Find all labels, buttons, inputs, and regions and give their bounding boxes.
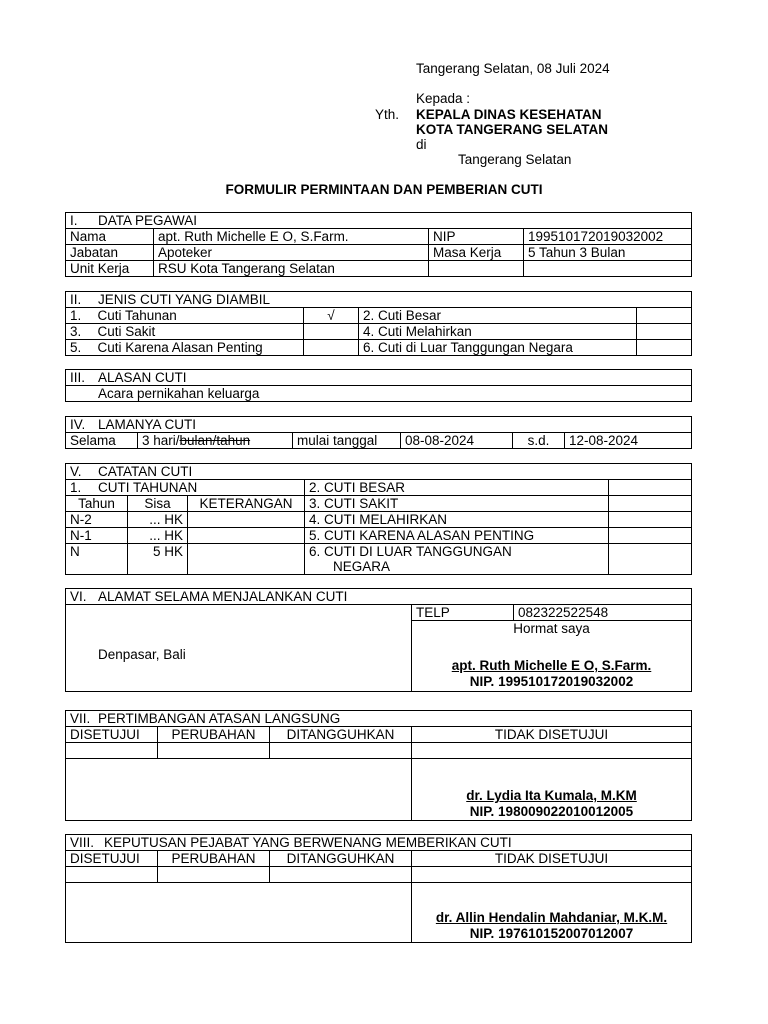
section-6-header	[66, 589, 692, 605]
section-5-number: V.	[70, 464, 82, 479]
catatan-cuti-melahirkan: 4. CUTI MELAHIRKAN	[305, 512, 609, 528]
section-data-pegawai	[65, 212, 692, 277]
s8-disetujui-header: DISETUJUI	[66, 851, 158, 867]
option-5-number: 5.	[66, 340, 94, 356]
s7-perubahan-header: PERUBAHAN	[158, 727, 270, 743]
sisa-n2: ... HK	[128, 512, 188, 528]
section-4-header	[66, 417, 692, 433]
section-1-title: DATA PEGAWAI	[98, 213, 198, 228]
s8-blank-area	[66, 883, 412, 943]
s8-tidak-disetujui-header: TIDAK DISETUJUI	[412, 851, 692, 867]
applicant-name: apt. Ruth Michelle E O, S.Farm.	[451, 658, 652, 673]
option-1-checkbox[interactable]: √	[304, 308, 359, 324]
catatan-cuti-melahirkan-value	[609, 512, 692, 528]
section-7-header	[66, 711, 692, 727]
catatan-cuti-alasan-penting: 5. CUTI KARENA ALASAN PENTING	[305, 528, 609, 544]
section-5-header	[66, 464, 692, 480]
end-date: 12-08-2024	[565, 433, 692, 449]
alasan-cuti-text: Acara pernikahan keluarga	[66, 386, 692, 402]
official-signature	[412, 883, 692, 943]
section-8-header	[66, 835, 692, 851]
s8-ditangguhkan-box[interactable]	[270, 867, 412, 883]
catatan-cuti-besar-value	[609, 480, 692, 496]
option-2-checkbox[interactable]	[637, 308, 692, 324]
catatan-6-line-1: 6. CUTI DI LUAR TANGGUNGAN	[309, 544, 512, 559]
masa-kerja-value: 5 Tahun 3 Bulan	[524, 245, 692, 261]
keterangan-n1	[188, 528, 305, 544]
option-cuti-besar: 2. Cuti Besar	[359, 308, 637, 324]
keterangan-n	[188, 544, 305, 575]
option-cuti-alasan-penting: Cuti Karena Alasan Penting	[94, 340, 304, 356]
catatan-cuti-luar-tanggungan-value	[609, 544, 692, 575]
catatan-cuti-alasan-penting-value	[609, 528, 692, 544]
unit-kerja-value: RSU Kota Tangerang Selatan	[154, 261, 429, 277]
s7-ditangguhkan-box[interactable]	[270, 743, 412, 759]
jabatan-value: Apoteker	[154, 245, 429, 261]
alamat-value: Denpasar, Bali	[98, 647, 186, 662]
unit-kerja-label: Unit Kerja	[66, 261, 154, 277]
s8-ditangguhkan-header: DITANGGUHKAN	[270, 851, 412, 867]
jabatan-label: Jabatan	[66, 245, 154, 261]
selama-label: Selama	[66, 433, 138, 449]
catatan-cuti-luar-tanggungan	[305, 544, 609, 575]
sisa-n: 5 HK	[128, 544, 188, 575]
option-cuti-tahunan: Cuti Tahunan	[94, 308, 304, 324]
option-4-checkbox[interactable]	[637, 324, 692, 340]
catatan-cuti-tahunan	[66, 480, 305, 496]
section-7-title: PERTIMBANGAN ATASAN LANGSUNG	[98, 711, 341, 726]
place-date: Tangerang Selatan, 08 Juli 2024	[416, 61, 610, 76]
start-date: 08-08-2024	[401, 433, 513, 449]
supervisor-nip: NIP. 198009022010012005	[469, 804, 634, 819]
section-2-header	[66, 292, 692, 308]
s7-disetujui-box[interactable]	[66, 743, 158, 759]
official-nip: NIP. 197610152007012007	[469, 926, 634, 941]
duration-struck: bulan/tahun	[179, 433, 251, 448]
section-4-title: LAMANYA CUTI	[98, 417, 197, 432]
supervisor-name: dr. Lydia Ita Kumala, M.KM	[466, 788, 637, 803]
s7-perubahan-box[interactable]	[158, 743, 270, 759]
catatan-cuti-sakit: 3. CUTI SAKIT	[305, 496, 609, 512]
recipient-line-1: KEPALA DINAS KESEHATAN	[416, 107, 602, 122]
keterangan-header: KETERANGAN	[188, 496, 305, 512]
nama-value: apt. Ruth Michelle E O, S.Farm.	[154, 229, 429, 245]
keterangan-n2	[188, 512, 305, 528]
recipient-city: Tangerang Selatan	[458, 152, 572, 167]
alamat-cell	[66, 605, 412, 692]
tahun-n2: N-2	[66, 512, 128, 528]
option-1-number: 1.	[66, 308, 94, 324]
section-3-number: III.	[70, 370, 86, 385]
s7-tidak-disetujui-box[interactable]	[412, 743, 692, 759]
tahun-n: N	[66, 544, 128, 575]
section-1-number: I.	[70, 213, 78, 228]
tahun-header: Tahun	[66, 496, 128, 512]
section-7-number: VII.	[70, 711, 91, 726]
option-3-checkbox[interactable]	[304, 324, 359, 340]
s8-disetujui-box[interactable]	[66, 867, 158, 883]
telp-value: 082322522548	[514, 605, 692, 621]
section-keputusan-pejabat	[65, 834, 692, 943]
section-2-title: JENIS CUTI YANG DIAMBIL	[98, 292, 271, 307]
recipient-line-2: KOTA TANGERANG SELATAN	[416, 122, 608, 137]
section-4-number: IV.	[70, 417, 86, 432]
catatan-1-label: CUTI TAHUNAN	[98, 480, 198, 495]
section-jenis-cuti	[65, 291, 692, 356]
nama-label: Nama	[66, 229, 154, 245]
section-lamanya-cuti	[65, 416, 692, 449]
official-name: dr. Allin Hendalin Mahdaniar, M.K.M.	[435, 910, 668, 925]
mulai-label: mulai tanggal	[293, 433, 401, 449]
applicant-signature	[412, 621, 692, 692]
section-pertimbangan-atasan	[65, 710, 692, 821]
supervisor-signature	[412, 759, 692, 821]
section-2-number: II.	[70, 292, 82, 307]
s7-tidak-disetujui-header: TIDAK DISETUJUI	[412, 727, 692, 743]
section-1-header	[66, 213, 692, 229]
section-8-title: KEPUTUSAN PEJABAT YANG BERWENANG MEMBERIKAN CUTI	[104, 835, 512, 850]
nip-label: NIP	[429, 229, 524, 245]
tahun-n1: N-1	[66, 528, 128, 544]
yth-label: Yth.	[375, 107, 400, 122]
section-6-title: ALAMAT SELAMA MENJALANKAN CUTI	[98, 589, 348, 604]
section-alasan-cuti	[65, 369, 692, 402]
applicant-nip: NIP. 199510172019032002	[469, 674, 634, 689]
option-6-checkbox[interactable]	[637, 340, 692, 356]
duration-value	[138, 433, 293, 449]
section-8-number: VIII.	[70, 835, 95, 850]
section-alamat-cuti	[65, 588, 692, 692]
form-title: FORMULIR PERMINTAAN DAN PEMBERIAN CUTI	[225, 182, 543, 197]
section-catatan-cuti	[65, 463, 692, 575]
option-cuti-melahirkan: 4. Cuti Melahirkan	[359, 324, 637, 340]
nip-value: 199510172019032002	[524, 229, 692, 245]
s8-perubahan-box[interactable]	[158, 867, 270, 883]
option-cuti-sakit: Cuti Sakit	[94, 324, 304, 340]
s7-blank-area	[66, 759, 412, 821]
telp-label: TELP	[412, 605, 514, 621]
s8-perubahan-header: PERUBAHAN	[158, 851, 270, 867]
s8-tidak-disetujui-box[interactable]	[412, 867, 692, 883]
hormat-saya: Hormat saya	[513, 621, 590, 636]
duration-hari: 3 hari/	[142, 433, 180, 448]
masa-kerja-label: Masa Kerja	[429, 245, 524, 261]
catatan-cuti-besar: 2. CUTI BESAR	[305, 480, 609, 496]
section-6-number: VI.	[70, 589, 87, 604]
section-3-title: ALASAN CUTI	[98, 370, 187, 385]
di-label: di	[416, 137, 427, 152]
sd-label: s.d.	[513, 433, 565, 449]
empty-cell	[524, 261, 692, 277]
s7-disetujui-header: DISETUJUI	[66, 727, 158, 743]
catatan-cuti-sakit-value	[609, 496, 692, 512]
empty-cell	[429, 261, 524, 277]
sisa-n1: ... HK	[128, 528, 188, 544]
catatan-6-line-2: NEGARA	[333, 559, 391, 574]
section-3-header	[66, 370, 692, 386]
s7-ditangguhkan-header: DITANGGUHKAN	[270, 727, 412, 743]
option-3-number: 3.	[66, 324, 94, 340]
option-5-checkbox[interactable]	[304, 340, 359, 356]
option-cuti-luar-tanggungan: 6. Cuti di Luar Tanggungan Negara	[359, 340, 637, 356]
section-5-title: CATATAN CUTI	[98, 464, 193, 479]
sisa-header: Sisa	[128, 496, 188, 512]
kepada-label: Kepada :	[416, 91, 471, 106]
catatan-1-number: 1.	[70, 480, 82, 495]
